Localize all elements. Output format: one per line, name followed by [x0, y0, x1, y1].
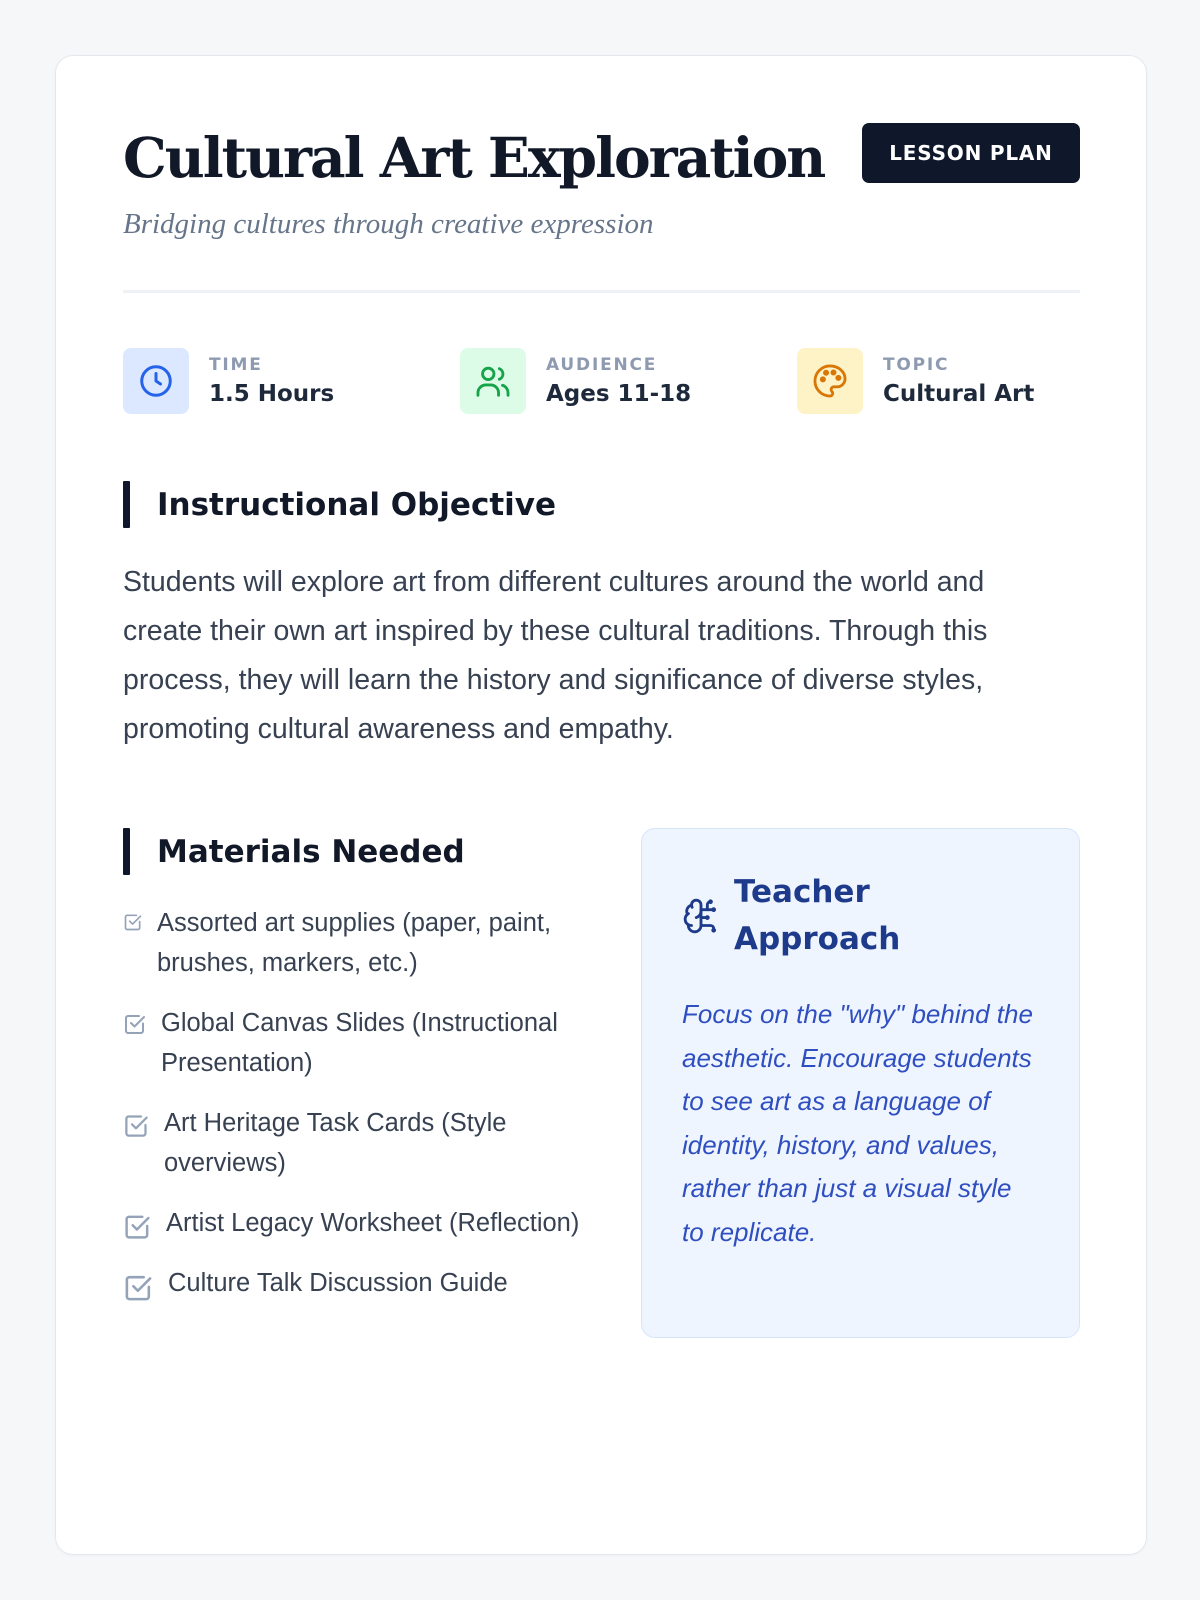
- list-item: [123, 903, 593, 983]
- materials-list: [123, 903, 593, 1303]
- check-square-icon: [123, 1212, 152, 1241]
- meta-time-value: 1.5 Hours: [209, 380, 335, 407]
- materials-heading-text: Materials Needed: [157, 833, 465, 870]
- meta-topic-label: TOPIC: [883, 354, 950, 375]
- meta-audience-value: Ages 11-18: [546, 380, 692, 407]
- check-square-icon: [123, 1012, 147, 1036]
- list-item: [123, 1103, 593, 1183]
- lesson-plan-badge: LESSON PLAN: [862, 123, 1080, 183]
- objective-text: Students will explore art from different cultures around the world and create their own art inspired by these cultural traditions. Through this process, they will learn the history and significance of diverse styles, promoting cultural awareness and empathy.: [123, 566, 988, 745]
- card-content: [123, 56, 1080, 1388]
- clock-icon: [123, 348, 189, 414]
- heading-accent-bar: [123, 481, 130, 528]
- meta-row: [123, 348, 1080, 481]
- check-square-icon: [123, 1272, 154, 1303]
- meta-time: [123, 348, 334, 414]
- objective-heading: [123, 481, 1080, 528]
- heading-accent-bar: [123, 828, 130, 875]
- list-item: [123, 1003, 593, 1083]
- meta-audience: [460, 348, 691, 414]
- objective-heading-text: Instructional Objective: [157, 486, 557, 523]
- material-label: Global Canvas Slides (Instructional Presentation): [161, 1009, 558, 1077]
- meta-audience-label: AUDIENCE: [546, 354, 658, 375]
- lesson-plan-card: [55, 55, 1147, 1555]
- material-label: Culture Talk Discussion Guide: [168, 1269, 508, 1297]
- material-label: Assorted art supplies (paper, paint, brushes, markers, etc.): [157, 909, 552, 977]
- palette-icon: [797, 348, 863, 414]
- list-item: [123, 1203, 593, 1243]
- page-subtitle: Bridging cultures through creative expression: [123, 208, 654, 240]
- teacher-approach-box: [641, 828, 1080, 1338]
- header: [123, 56, 1080, 348]
- check-square-icon: [123, 1112, 150, 1139]
- material-label: Art Heritage Task Cards (Style overviews): [164, 1109, 507, 1177]
- teacher-approach-text: Focus on the "why" behind the aesthetic. Encourage students to see art as a language of identity, history, and values, rather than just a visual style to replicate.: [682, 999, 1033, 1247]
- material-label: Artist Legacy Worksheet (Reflection): [166, 1209, 580, 1237]
- teacher-approach-header: [682, 869, 1039, 963]
- header-divider: [123, 290, 1080, 293]
- page-title: Cultural Art Exploration: [123, 125, 825, 190]
- check-square-icon: [123, 912, 143, 932]
- materials-heading: [123, 828, 593, 875]
- brain-icon: [682, 897, 720, 940]
- list-item: [123, 1263, 593, 1303]
- meta-topic-value: Cultural Art: [883, 380, 1035, 407]
- meta-topic: [797, 348, 1034, 414]
- lower-section: [123, 828, 1080, 1388]
- materials-section: [123, 828, 593, 1323]
- users-icon: [460, 348, 526, 414]
- teacher-approach-title: Teacher Approach: [734, 874, 901, 957]
- meta-time-label: TIME: [209, 354, 263, 375]
